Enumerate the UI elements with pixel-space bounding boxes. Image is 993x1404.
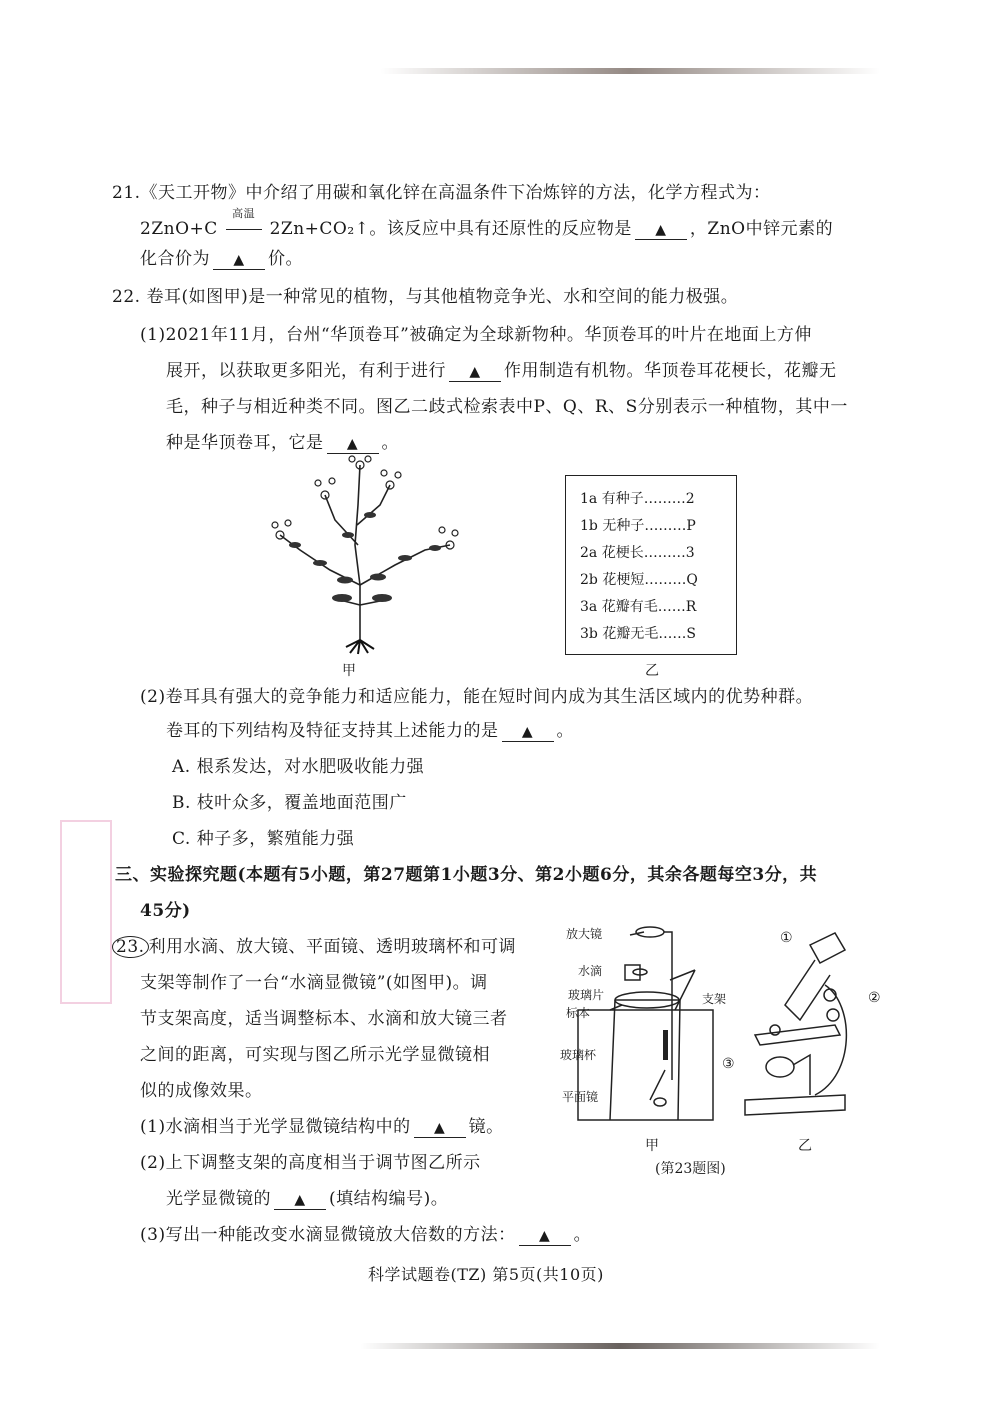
q21-line3-tail: 价。 (268, 249, 303, 269)
q23-l1: 利用水滴、放大镜、平面镜、透明玻璃杯和可调 (148, 937, 517, 957)
q23-line2: 支架等制作了一台“水滴显微镜”(如图甲)。调 (140, 973, 488, 993)
q21-equation-line (140, 207, 834, 240)
answer-blank-23c[interactable]: ▲ (519, 1226, 571, 1246)
q23-s1-tail: 镜。 (468, 1117, 504, 1137)
reaction-condition (224, 207, 264, 239)
q23-s3-head: (3)写出一种能改变水滴显微镜放大倍数的方法： (140, 1225, 516, 1245)
key-row: 3b 花瓣无毛……S (580, 626, 696, 642)
q23-sub3 (140, 1220, 591, 1246)
q22-p2-line1: (2)卷耳具有强大的竞争能力和适应能力，能在短时间内成为其生活区域内的优势种群。 (140, 687, 814, 707)
key-row: 1b 无种子………P (580, 518, 696, 534)
section3-heading: 三、实验探究题(本题有5小题，第27题第1小题3分、第2小题6分，其余各题每空3分，共 (115, 865, 818, 885)
plant-figure-caption: 甲 (342, 663, 356, 679)
q23-number: 23. (112, 936, 149, 958)
answer-blank-22b[interactable]: ▲ (327, 434, 379, 454)
page-footer: 科学试题卷(TZ) 第5页(共10页) (368, 1265, 604, 1284)
microscope-b-caption: 乙 (798, 1138, 812, 1154)
label-glass-slide: 玻璃片 (568, 988, 605, 1002)
q23-sub1 (140, 1112, 504, 1138)
section3-heading-cont: 45分) (140, 901, 191, 921)
label-water-drop: 水滴 (578, 964, 603, 978)
marker-2: ② (868, 990, 881, 1006)
q23-line5: 似的成像效果。 (140, 1081, 263, 1101)
faded-stamp (60, 820, 112, 1004)
q22-p1-l2-head: 展开，以获取更多阳光，有利于进行 (166, 361, 446, 381)
optical-microscope-figure (715, 925, 865, 1125)
q23-sub2-line1: (2)上下调整支架的高度相当于调节图乙所示 (140, 1153, 481, 1173)
label-stand: 支架 (702, 992, 727, 1006)
equation-left: 2ZnO+C (140, 219, 218, 239)
q22-p2-line2 (166, 716, 574, 742)
scan-shadow-top (380, 68, 880, 74)
dichotomous-key (565, 475, 737, 655)
option-b: B. 枝叶众多，覆盖地面范围广 (172, 793, 407, 813)
answer-blank-23a[interactable]: ▲ (414, 1118, 466, 1138)
key-figure-caption: 乙 (645, 663, 659, 679)
answer-blank-22c[interactable]: ▲ (502, 722, 554, 742)
q22-p1-line4 (166, 428, 399, 454)
label-specimen: 标本 (566, 1006, 591, 1020)
equation-right: 2Zn+CO₂↑。该反应中具有还原性的反应物是 (269, 219, 632, 239)
q23-s3-tail: 。 (573, 1225, 592, 1245)
key-row: 2a 花梗长………3 (580, 545, 695, 561)
answer-blank-21b[interactable]: ▲ (213, 250, 265, 270)
q22-p1-l4-tail: 。 (381, 433, 399, 453)
option-a: A. 根系发达，对水肥吸收能力强 (172, 757, 425, 777)
q21-line1: 21.《天工开物》中介绍了用碳和氧化锌在高温条件下冶炼锌的方法，化学方程式为： (112, 183, 771, 203)
answer-blank-22a[interactable]: ▲ (449, 362, 501, 382)
q23-line3: 节支架高度，适当调整标本、水滴和放大镜三者 (140, 1009, 508, 1029)
q22-p2-l2-head: 卷耳的下列结构及特征支持其上述能力的是 (166, 721, 499, 741)
q21-line3-head: 化合价为 (140, 249, 210, 269)
q22-p2-l2-tail: 。 (556, 721, 574, 741)
plant-illustration (260, 455, 470, 655)
answer-blank-21a[interactable]: ▲ (635, 220, 687, 240)
marker-3: ③ (722, 1056, 735, 1072)
q23-s2-head: 光学显微镜的 (166, 1189, 271, 1209)
q23-line1 (112, 932, 516, 958)
key-row: 3a 花瓣有毛……R (580, 599, 697, 615)
q23-s1-head: (1)水滴相当于光学显微镜结构中的 (140, 1117, 411, 1137)
key-row: 2b 花梗短………Q (580, 572, 698, 588)
q23-figure-caption: (第23题图) (655, 1161, 726, 1177)
microscope-a-caption: 甲 (645, 1138, 659, 1154)
label-magnifier: 放大镜 (566, 927, 603, 941)
q22-intro: 22. 卷耳(如图甲)是一种常见的植物，与其他植物竞争光、水和空间的能力极强。 (112, 287, 739, 307)
q22-p1-line1: (1)2021年11月，台州“华顶卷耳”被确定为全球新物种。华顶卷耳的叶片在地面上方伸 (140, 325, 812, 345)
scan-shadow-bottom (360, 1343, 880, 1349)
option-c: C. 种子多，繁殖能力强 (172, 829, 355, 849)
q23-line4: 之间的距离，可实现与图乙所示光学显微镜相 (140, 1045, 490, 1065)
q22-p1-l2-tail: 作用制造有机物。华顶卷耳花梗长，花瓣无 (504, 361, 837, 381)
q22-p1-line2 (166, 356, 837, 382)
condition-label: 高温 (232, 207, 256, 220)
label-glass-cup: 玻璃杯 (560, 1048, 597, 1062)
q23-s2-tail: (填结构编号)。 (329, 1189, 449, 1209)
q22-p1-line3: 毛，种子与相近种类不同。图乙二歧式检索表中P、Q、R、S分别表示一种植物，其中一 (166, 397, 848, 417)
q21-line2-tail: ，ZnO中锌元素的 (689, 219, 834, 239)
q21-line3 (140, 244, 303, 270)
q23-sub2-line2 (166, 1184, 448, 1210)
key-row: 1a 有种子………2 (580, 491, 695, 507)
answer-blank-23b[interactable]: ▲ (274, 1190, 326, 1210)
label-mirror: 平面镜 (562, 1090, 599, 1104)
marker-1: ① (780, 930, 793, 946)
q22-p1-l4-head: 种是华顶卷耳，它是 (166, 433, 324, 453)
